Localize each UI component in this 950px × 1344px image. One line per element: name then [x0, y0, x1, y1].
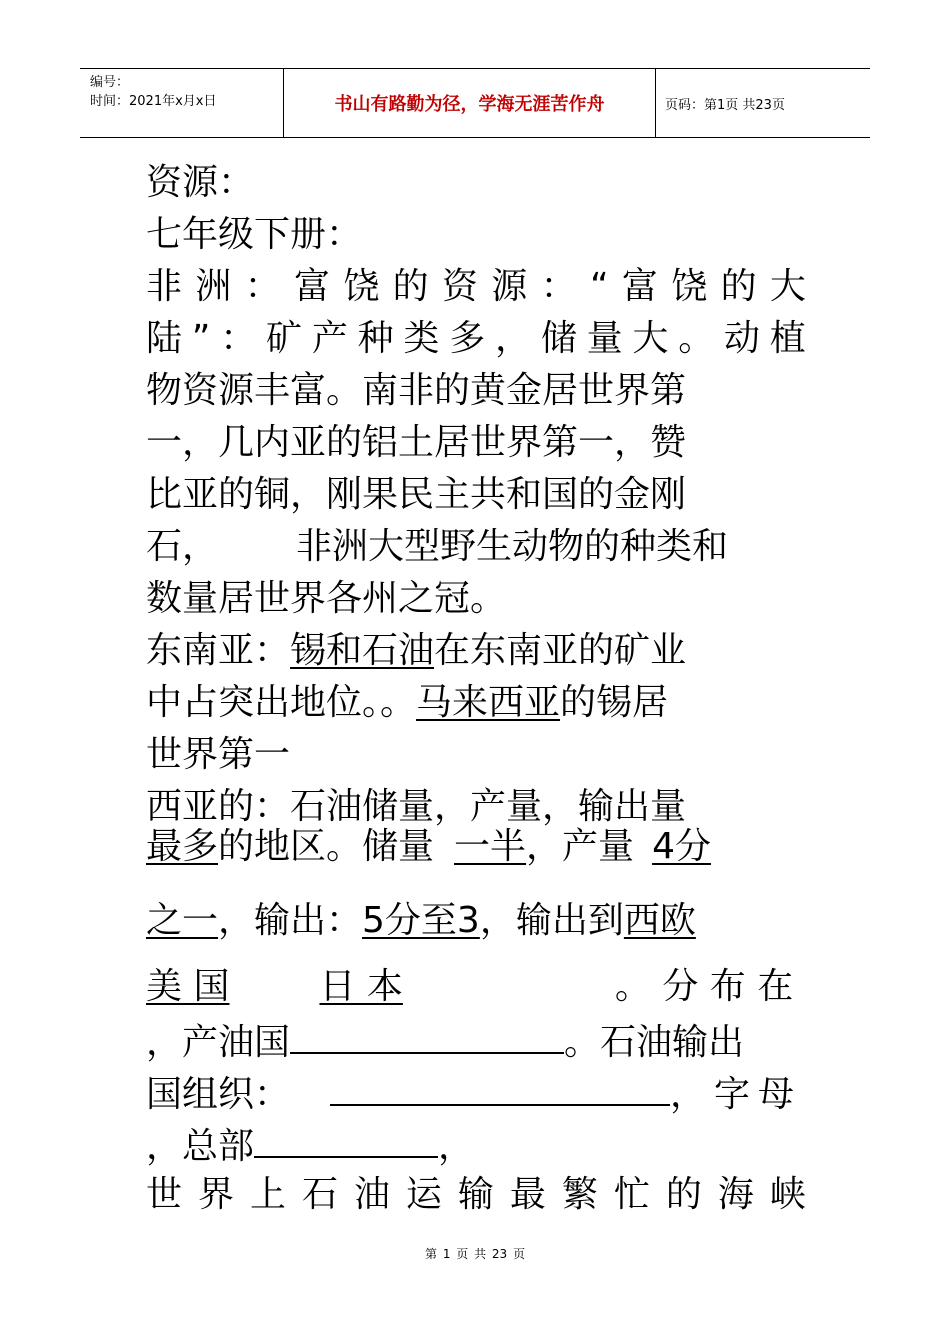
text-char: 最: [509, 1174, 546, 1215]
text-line: [146, 626, 806, 676]
fill-blank: [290, 1014, 564, 1054]
fill-blank: [254, 1118, 438, 1158]
text-char: 多: [449, 318, 486, 359]
text-run: ，输出：: [218, 900, 363, 941]
text-char: 峡: [769, 1174, 806, 1215]
underlined-answer: 锡和石油: [290, 630, 435, 671]
text-char: 的: [665, 1174, 702, 1215]
text-char: 植: [769, 318, 806, 359]
text-char: 。: [678, 318, 715, 359]
text-line: 比亚的铜，刚果民主共和国的金刚: [146, 474, 687, 515]
text-char: 种: [357, 318, 394, 359]
text-char: 大: [632, 318, 669, 359]
text-char: 海: [717, 1174, 754, 1215]
text-char: ：: [244, 266, 281, 307]
underlined-answer: 5分至3: [362, 900, 480, 941]
text-line: 数量居世界各州之冠。: [146, 578, 507, 619]
text-char: 类: [403, 318, 440, 359]
text-char: 非: [146, 266, 183, 307]
text-char: 源: [491, 266, 528, 307]
header-page-label: 页码：第1页 共23页: [665, 97, 785, 113]
text-run: 东南亚：: [146, 630, 291, 671]
text-run: 中占突出地位。。: [146, 682, 417, 723]
underlined-answer: 西欧: [623, 900, 696, 941]
text-char: 的: [720, 266, 757, 307]
text-line-justified: [146, 1170, 806, 1220]
text-char: 量: [586, 318, 623, 359]
text-char: 陆: [146, 318, 183, 359]
text-char: 洲: [195, 266, 232, 307]
text-char: 储: [540, 318, 577, 359]
number-label: 编号：: [90, 75, 130, 90]
text-char: 界: [197, 1174, 234, 1215]
text-char: 矿: [266, 318, 303, 359]
text-char: 富: [293, 266, 330, 307]
text-run: ，总部: [146, 1126, 255, 1167]
fill-blank: [330, 1066, 670, 1106]
text-line: 一，几内亚的铝土居世界第一，赞: [146, 422, 687, 463]
text-line: [146, 1014, 806, 1064]
text-char: 油: [353, 1174, 390, 1215]
text-run: ，产量: [526, 826, 635, 867]
text-char: 运: [405, 1174, 442, 1215]
text-char: 上: [249, 1174, 286, 1215]
text-run: 的地区。储量: [218, 826, 435, 867]
time-label: 时间：2021年x月x日: [90, 94, 217, 109]
text-run: ，输出到: [479, 900, 624, 941]
text-run: 石，: [146, 526, 219, 567]
header-motto: 书山有路勤为径，学海无涯苦作舟: [334, 94, 605, 115]
text-line-justified: [146, 314, 806, 364]
text-char: ：: [540, 266, 577, 307]
text-line: 七年级下册：: [146, 214, 363, 255]
text-char: 饶: [671, 266, 708, 307]
page-footer: 第 1 页 共 23 页: [425, 1247, 525, 1261]
text-run: 国组织：: [146, 1074, 291, 1115]
underlined-answer: 4分: [652, 826, 711, 867]
text-run: ，产油国: [146, 1022, 291, 1063]
text-char: 繁: [561, 1174, 598, 1215]
underlined-answer: 马来西亚: [416, 682, 561, 723]
text-line: [146, 522, 806, 572]
header-divider: [655, 69, 656, 137]
text-line: 物资源丰富。南非的黄金居世界第: [146, 370, 687, 411]
text-char: ”: [191, 318, 211, 359]
text-char: 的: [392, 266, 429, 307]
text-char: 忙: [613, 1174, 650, 1215]
underlined-answer: 之一: [146, 900, 219, 941]
text-run: 日 本: [319, 966, 403, 1007]
document-header: [80, 68, 870, 138]
text-char: 动: [724, 318, 761, 359]
text-char: 饶: [343, 266, 380, 307]
text-run: ，: [438, 1126, 475, 1167]
text-line: [146, 896, 806, 946]
text-char: “: [589, 266, 609, 307]
text-run: ，字母: [670, 1074, 803, 1115]
text-run: 的锡居: [560, 682, 669, 723]
underlined-answer: 最多: [146, 826, 219, 867]
text-line: [146, 822, 806, 872]
text-line: [146, 678, 806, 728]
text-line: 世界第一: [146, 734, 291, 775]
text-line: 资源：: [146, 162, 255, 203]
underlined-answer: 一半: [454, 826, 527, 867]
text-char: 输: [457, 1174, 494, 1215]
text-char: ：: [220, 318, 257, 359]
text-char: 富: [621, 266, 658, 307]
underlined-answer: [146, 966, 415, 1007]
text-run: 在东南亚的矿业: [434, 630, 687, 671]
text-line-justified: [146, 262, 806, 312]
header-meta: [90, 73, 216, 111]
text-line: [146, 1066, 806, 1116]
text-run: 。 分 布 在: [614, 966, 794, 1007]
text-char: 世: [146, 1174, 183, 1215]
text-line: [146, 962, 806, 1012]
text-run: 美 国: [146, 966, 230, 1007]
text-char: 产: [311, 318, 348, 359]
text-line: 西亚的：石油储量，产量，输出量: [146, 786, 687, 827]
text-run: 非洲大型野生动物的种类和: [296, 526, 729, 567]
text-line: [146, 1118, 806, 1168]
text-run: 。石油输出: [564, 1022, 745, 1063]
text-char: 石: [301, 1174, 338, 1215]
text-char: 资: [441, 266, 478, 307]
text-char: ，: [495, 318, 532, 359]
text-char: 大: [769, 266, 806, 307]
